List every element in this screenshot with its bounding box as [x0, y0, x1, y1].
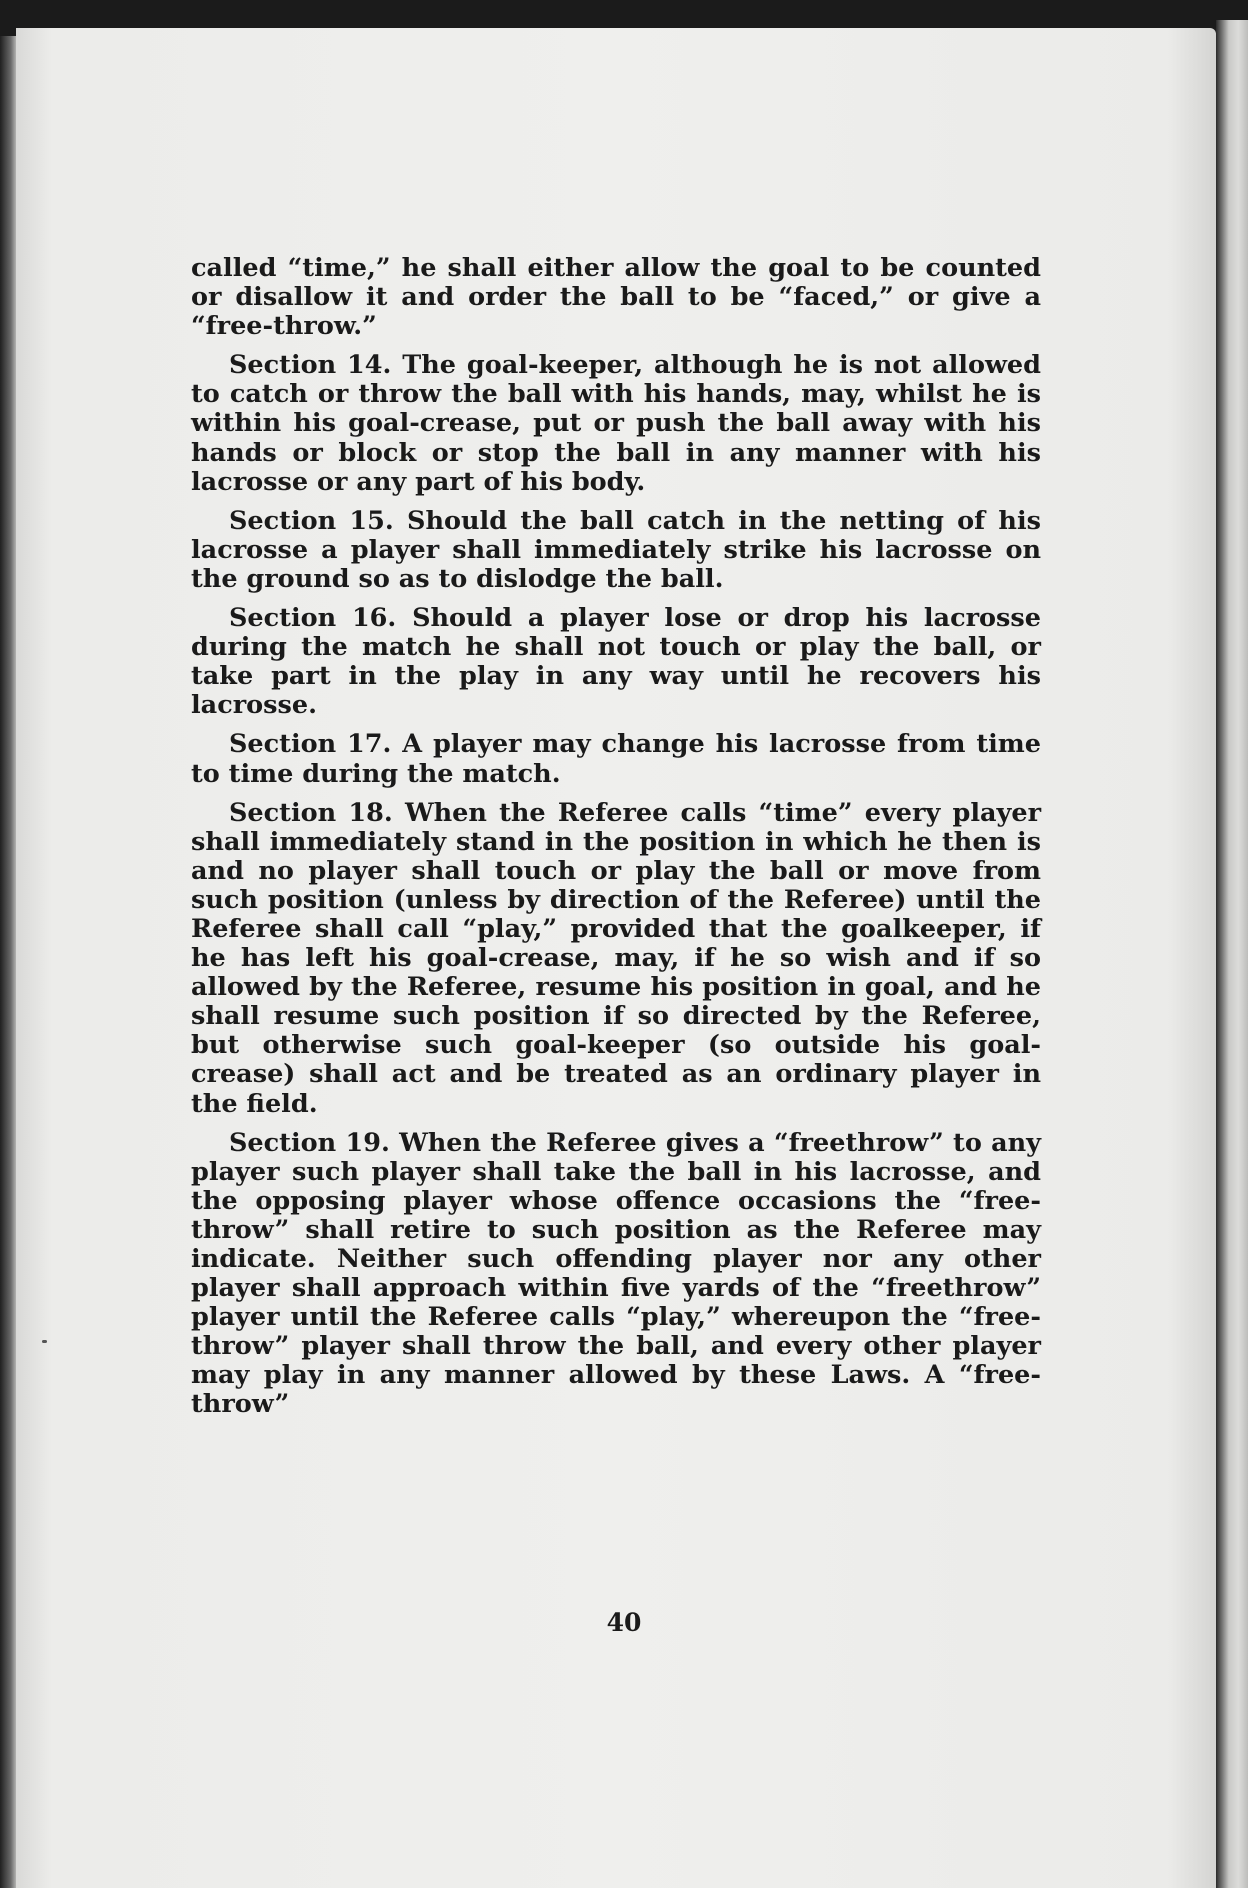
paragraph-section-16: Section 16. Should a player lose or drop his lacrosse during the match he shall not touch or play the ball, or take part in the play in any way until he recovers his lacrosse. [191, 603, 1041, 721]
ink-speck [42, 1340, 47, 1343]
paragraph-section-19: Section 19. When the Referee gives a “freethrow” to any player such player shall take the ball in his lacrosse, and the opposing player whose offence occasions the “free-throw” shall retire to such position as the Referee may indicate. Neither such offending player nor any other player shall approach within five yards of the “freethrow” player until the Referee calls “play,” whereupon the “free-throw” player shall throw the ball, and every other player may play in any manner allowed by these Laws. A “free-throw” [191, 1127, 1041, 1420]
page-number: 40 [606, 1608, 642, 1637]
paragraph-section-18: Section 18. When the Referee calls “time” every player shall immediately stand in the position in which he then is and no player shall touch or play the ball or move from such position (unless by direction of the Referee) until the Referee shall call “play,” provided that the goalkeeper, if he has left his goal-crease, may, if he so wish and if so allowed by the Referee, resume his position in goal, and he shall resume such position if so directed by the Referee, but otherwise such goal-keeper (so outside his goal-crease) shall act and be treated as an ordinary player in the field. [191, 797, 1041, 1119]
body-text [191, 254, 1041, 1430]
paragraph-section-14: Section 14. The goal-keeper, although he is not allowed to catch or throw the ball with his hands, may, whilst he is within his goal-crease, put or push the ball away with his hands or block or stop the ball in any manner with his lacrosse or any part of his body. [191, 350, 1041, 497]
paragraph-section-15: Section 15. Should the ball catch in the netting of his lacrosse a player shall immediately strike his lacrosse on the ground so as to dislodge the ball. [191, 505, 1041, 594]
paragraph-continued: called “time,” he shall either allow the goal to be counted or disallow it and order the ball to be “faced,” or give a “free-throw.” [191, 253, 1041, 342]
paragraph-section-17: Section 17. A player may change his lacrosse from time to time during the match. [191, 729, 1041, 789]
